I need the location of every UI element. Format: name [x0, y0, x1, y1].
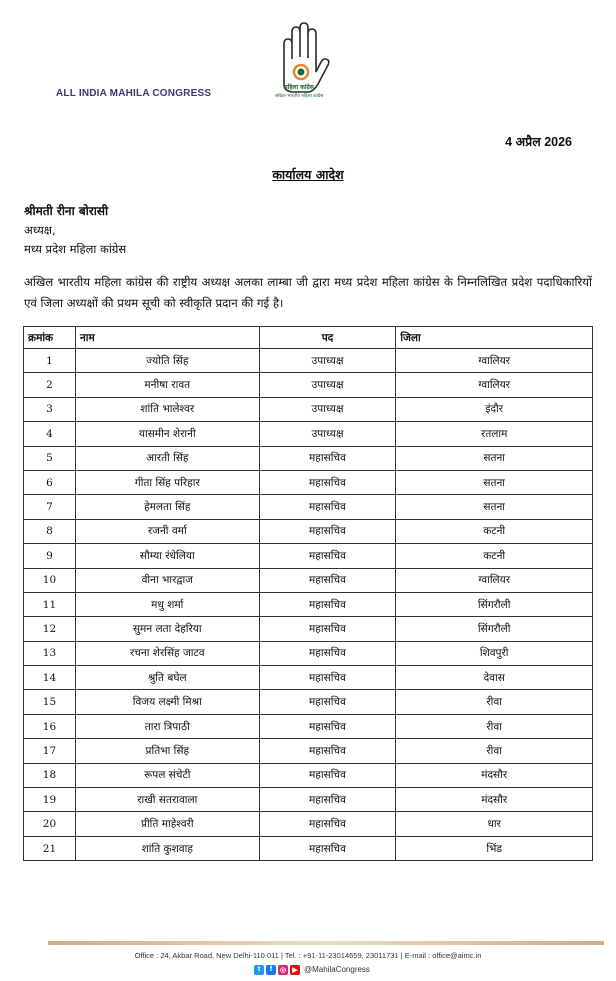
cell-name: प्रतिभा सिंह: [75, 739, 259, 763]
table-header-row: [24, 327, 593, 349]
table-row: [24, 592, 593, 616]
cell-post: उपाध्यक्ष: [259, 422, 396, 446]
cell-district: सिंगरौली: [396, 592, 593, 616]
cell-post: महासचिव: [259, 544, 396, 568]
table-row: [24, 836, 593, 860]
cell-district: सिंगरौली: [396, 617, 593, 641]
cell-serial: 9: [24, 544, 76, 568]
cell-district: सतना: [396, 495, 593, 519]
table-row: [24, 763, 593, 787]
cell-name: हेमलता सिंह: [75, 495, 259, 519]
cell-serial: 11: [24, 592, 76, 616]
cell-district: शिवपुरी: [396, 641, 593, 665]
cell-district: कटनी: [396, 519, 593, 543]
subject-title: [0, 166, 616, 183]
cell-serial: 5: [24, 446, 76, 470]
table-row: [24, 373, 593, 397]
cell-district: भिंड: [396, 836, 593, 860]
cell-serial: 18: [24, 763, 76, 787]
cell-name: रूपल संचेटी: [75, 763, 259, 787]
congress-hand-logo: [264, 14, 334, 124]
office-bearers-table: [23, 326, 593, 861]
cell-name: श्रुति बघेल: [75, 666, 259, 690]
header-post: पद: [259, 327, 396, 349]
cell-serial: 6: [24, 470, 76, 494]
table-row: [24, 446, 593, 470]
cell-post: महासचिव: [259, 495, 396, 519]
cell-district: रीवा: [396, 714, 593, 738]
footer-address: Office : 24, Akbar Road, New Delhi-110 011 | Tel. : +91-11-23014659, 23011731 | E-mail : office@aimc.in: [134, 951, 482, 960]
cell-name: सौम्या रंधेलिया: [75, 544, 259, 568]
cell-post: महासचिव: [259, 812, 396, 836]
cell-post: उपाध्यक्ष: [259, 373, 396, 397]
cell-serial: 10: [24, 568, 76, 592]
cell-serial: 15: [24, 690, 76, 714]
cell-serial: 14: [24, 666, 76, 690]
cell-serial: 2: [24, 373, 76, 397]
cell-serial: 19: [24, 788, 76, 812]
cell-district: इंदौर: [396, 397, 593, 421]
cell-post: महासचिव: [259, 519, 396, 543]
subject-text: कार्यालय आदेश: [272, 167, 344, 182]
table-row: [24, 349, 593, 373]
table-row: [24, 568, 593, 592]
cell-serial: 13: [24, 641, 76, 665]
table-row: [24, 495, 593, 519]
cell-name: रचना शेरसिंह जाटव: [75, 641, 259, 665]
cell-post: उपाध्यक्ष: [259, 397, 396, 421]
table-row: [24, 470, 593, 494]
cell-post: महासचिव: [259, 714, 396, 738]
addressee-designation: अध्यक्ष,: [24, 223, 56, 237]
header-district: जिला: [396, 327, 593, 349]
cell-district: देवास: [396, 666, 593, 690]
cell-district: सतना: [396, 470, 593, 494]
cell-district: मंदसौर: [396, 763, 593, 787]
social-handle[interactable]: @MahilaCongress: [304, 965, 370, 974]
instagram-icon[interactable]: ◎: [279, 966, 287, 974]
table-row: [24, 666, 593, 690]
twitter-icon[interactable]: t: [254, 965, 264, 975]
table-row: [24, 544, 593, 568]
organization-name: ALL INDIA MAHILA CONGRESS: [56, 88, 212, 99]
cell-post: महासचिव: [259, 666, 396, 690]
cell-district: मंदसौर: [396, 788, 593, 812]
cell-district: रतलाम: [396, 422, 593, 446]
table-row: [24, 617, 593, 641]
cell-name: शांति भालेश्वर: [75, 397, 259, 421]
cell-district: ग्वालियर: [396, 373, 593, 397]
cell-post: उपाध्यक्ष: [259, 349, 396, 373]
cell-post: महासचिव: [259, 446, 396, 470]
cell-serial: 7: [24, 495, 76, 519]
table-row: [24, 739, 593, 763]
cell-name: विजय लक्ष्मी मिश्रा: [75, 690, 259, 714]
cell-serial: 21: [24, 836, 76, 860]
document-date: 4 अप्रैल 2026: [505, 135, 572, 149]
cell-post: महासचिव: [259, 690, 396, 714]
cell-post: महासचिव: [259, 739, 396, 763]
cell-post: महासचिव: [259, 641, 396, 665]
cell-district: रीवा: [396, 739, 593, 763]
cell-name: यासमीन शेरानी: [75, 422, 259, 446]
cell-post: महासचिव: [259, 592, 396, 616]
cell-serial: 3: [24, 397, 76, 421]
table-row: [24, 519, 593, 543]
cell-post: महासचिव: [259, 617, 396, 641]
cell-name: मनीषा रावत: [75, 373, 259, 397]
cell-post: महासचिव: [259, 470, 396, 494]
cell-serial: 20: [24, 812, 76, 836]
cell-name: वीना भारद्वाज: [75, 568, 259, 592]
logo-caption: महिला कांग्रेस: [284, 84, 314, 91]
table-row: [24, 422, 593, 446]
table-row: [24, 690, 593, 714]
cell-serial: 16: [24, 714, 76, 738]
cell-name: मधु शर्मा: [75, 592, 259, 616]
logo-subcaption: अखिल भारतीय महिला कांग्रेस: [274, 94, 324, 99]
addressee-organization: मध्य प्रदेश महिला कांग्रेस: [24, 242, 127, 256]
footer-divider: [48, 941, 604, 945]
table-row: [24, 788, 593, 812]
cell-name: ज्योति सिंह: [75, 349, 259, 373]
cell-serial: 12: [24, 617, 76, 641]
table-row: [24, 812, 593, 836]
cell-district: रीवा: [396, 690, 593, 714]
cell-name: राखी सतरावाला: [75, 788, 259, 812]
table-row: [24, 714, 593, 738]
social-links: [254, 964, 370, 975]
header-serial: क्रमांक: [24, 327, 76, 349]
table-row: [24, 397, 593, 421]
cell-name: रजनी वर्मा: [75, 519, 259, 543]
cell-post: महासचिव: [259, 788, 396, 812]
cell-name: प्रीति माहेश्वरी: [75, 812, 259, 836]
cell-name: गीता सिंह परिहार: [75, 470, 259, 494]
addressee-name: श्रीमती रीना बोरासी: [24, 204, 109, 218]
cell-district: ग्वालियर: [396, 349, 593, 373]
cell-district: ग्वालियर: [396, 568, 593, 592]
cell-district: सतना: [396, 446, 593, 470]
table-row: [24, 641, 593, 665]
youtube-icon[interactable]: ▶: [290, 965, 300, 975]
cell-district: कटनी: [396, 544, 593, 568]
cell-name: सुमन लता देहरिया: [75, 617, 259, 641]
cell-name: शांति कुशवाह: [75, 836, 259, 860]
body-paragraph: अखिल भारतीय महिला कांग्रेस की राष्ट्रीय अध्यक्ष अलका लाम्बा जी द्वारा मध्य प्रदेश महिला कांग्रेस के निम्नलिखित प्रदेश पदाधिकारियों एवं जिला अध्यक्षों की प्रथम सूची को स्वीकृति प्रदान की गई है।: [24, 275, 592, 310]
cell-serial: 1: [24, 349, 76, 373]
cell-post: महासचिव: [259, 836, 396, 860]
cell-serial: 17: [24, 739, 76, 763]
header-name: नाम: [75, 327, 259, 349]
cell-post: महासचिव: [259, 568, 396, 592]
cell-post: महासचिव: [259, 763, 396, 787]
facebook-icon[interactable]: f: [266, 965, 276, 975]
cell-district: धार: [396, 812, 593, 836]
cell-serial: 4: [24, 422, 76, 446]
cell-name: तारा त्रिपाठी: [75, 714, 259, 738]
cell-serial: 8: [24, 519, 76, 543]
cell-name: आरती सिंह: [75, 446, 259, 470]
